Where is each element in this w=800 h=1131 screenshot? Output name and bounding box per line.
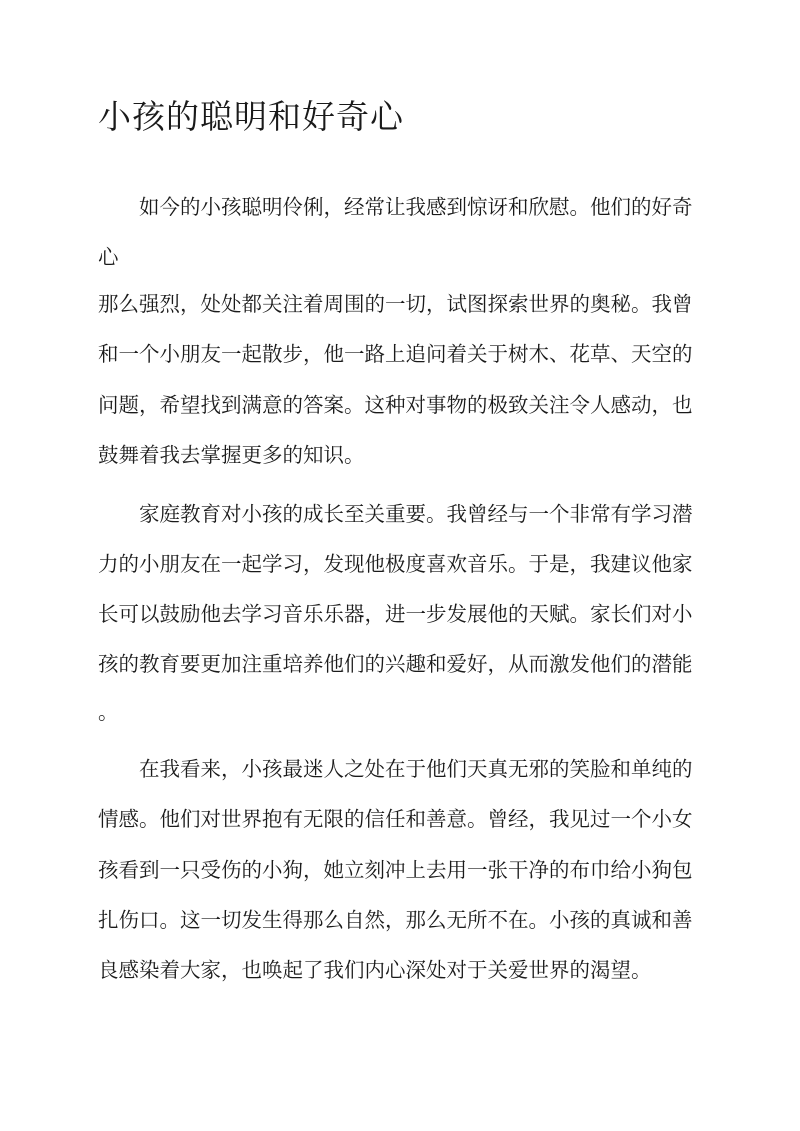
paragraph-line: 孩看到一只受伤的小狗，她立刻冲上去用一张干净的布巾给小狗包 xyxy=(98,858,693,882)
paragraph-line: 鼓舞着我去掌握更多的知识。 xyxy=(98,443,365,467)
paragraph-line: 良感染着大家，也唤起了我们内心深处对于关爱世界的渴望。 xyxy=(98,958,652,982)
paragraph-line: 。 xyxy=(98,700,119,724)
paragraph-line: 那么强烈，处处都关注着周围的一切，试图探索世界的奥秘。我曾 xyxy=(98,292,693,316)
paragraph-line: 情感。他们对世界抱有无限的信任和善意。曾经，我见过一个小女 xyxy=(98,807,693,831)
paragraph-line: 家庭教育对小孩的成长至关重要。我曾经与一个非常有学习潜 xyxy=(98,502,693,526)
paragraph-line: 如今的小孩聪明伶俐，经常让我感到惊讶和欣慰。他们的好奇 xyxy=(98,195,693,219)
paragraph-line: 和一个小朋友一起散步，他一路上追问着关于树木、花草、天空的 xyxy=(98,342,693,366)
paragraph-line: 长可以鼓励他去学习音乐乐器，进一步发展他的天赋。家长们对小 xyxy=(98,602,693,626)
paragraph-line: 问题，希望找到满意的答案。这种对事物的极致关注令人感动，也 xyxy=(98,393,693,417)
paragraph-line: 孩的教育要更加注重培养他们的兴趣和爱好，从而激发他们的潜能 xyxy=(98,652,693,676)
paragraph-line: 扎伤口。这一切发生得那么自然，那么无所不在。小孩的真诚和善 xyxy=(98,908,693,932)
paragraph-line: 在我看来，小孩最迷人之处在于他们天真无邪的笑脸和单纯的 xyxy=(98,757,693,781)
paragraph-line: 心 xyxy=(98,245,119,269)
paragraph-line: 力的小朋友在一起学习，发现他极度喜欢音乐。于是，我建议他家 xyxy=(98,552,693,576)
document-title: 小孩的聪明和好奇心 xyxy=(98,97,404,136)
